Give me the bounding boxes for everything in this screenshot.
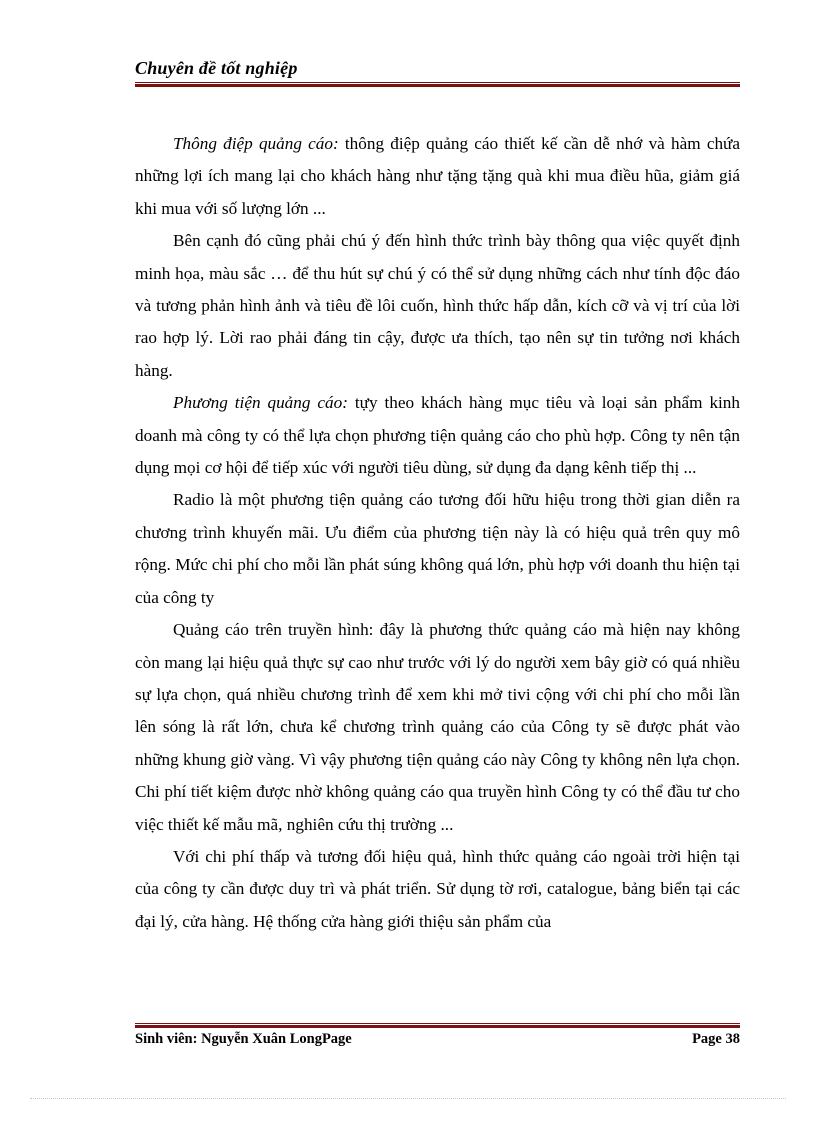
page-header-title: Chuyên đề tốt nghiệp [135, 58, 298, 78]
page-bottom-divider [30, 1098, 786, 1099]
footer-student: Sinh viên: Nguyễn Xuân LongPage [135, 1031, 352, 1047]
paragraph-lead: Thông điệp quảng cáo: [173, 134, 339, 153]
paragraph-text: Quảng cáo trên truyền hình: đây là phương thức quảng cáo mà hiện nay không còn mang lại hiệu quả thực sự cao như trước với lý do người xem bây giờ có quá nhiều sự lựa chọn, quá nhiều chương trình để xem khi mở tivi cộng với chi phí cho mỗi lần lên sóng là rất lớn, chưa kể chương trình quảng cáo của Công ty sẽ được phát vào những khung giờ vàng. Vì vậy phương tiện quảng cáo này Công ty không nên lựa chọn. Chi phí tiết kiệm được nhờ không quảng cáo qua truyền hình Công ty có thể đầu tư cho việc thiết kế mẫu mã, nghiên cứu thị trường ... [135, 620, 740, 834]
paragraph [135, 484, 740, 614]
document-body [135, 128, 740, 938]
paragraph-text: tựy theo khách hàng mục tiêu và loại sản phẩm kinh doanh mà công ty có thể lựa chọn phương tiện quảng cáo cho phù hợp. Công ty nên tận dụng mọi cơ hội để tiếp xúc với người tiêu dùng, sử dụng đa dạng kênh tiếp thị ... [135, 393, 740, 478]
page-footer [135, 1031, 740, 1048]
footer-rule [135, 1023, 740, 1028]
paragraph-text: Radio là một phương tiện quảng cáo tương đối hữu hiệu trong thời gian diễn ra chương trình khuyến mãi. Ưu điểm của phương tiện này là có hiệu quả trên quy mô rộng. Mức chi phí cho mỗi lần phát súng không quá lớn, phù hợp với doanh thu hiện tại của công ty [135, 490, 740, 607]
paragraph [135, 128, 740, 225]
paragraph [135, 387, 740, 484]
header-rule [135, 82, 740, 87]
paragraph-text: thông điệp quảng cáo thiết kế cần dễ nhớ và hàm chứa những lợi ích mang lại cho khách hàng như tặng tặng quà khi mua điều hũa, giảm giá khi mua với số lượng lớn ... [135, 134, 740, 218]
paragraph [135, 614, 740, 841]
paragraph-text: Bên cạnh đó cũng phải chú ý đến hình thức trình bày thông qua việc quyết định minh họa, màu sắc … để thu hút sự chú ý có thể sử dụng những cách như tính độc đáo và tương phản hình ảnh và tiêu đề lôi cuốn, hình thức hấp dẫn, kích cỡ và vị trí của lời rao hợp lý. Lời rao phải đáng tin cậy, được ưa thích, tạo nên sự tin tưởng nơi khách hàng. [135, 231, 740, 380]
paragraph-text: Với chi phí thấp và tương đối hiệu quả, hình thức quảng cáo ngoài trời hiện tại của công ty cần được duy trì và phát triển. Sử dụng tờ rơi, catalogue, bảng biển tại các đại lý, cửa hàng. Hệ thống cửa hàng giới thiệu sản phẩm của [135, 846, 740, 931]
paragraph [135, 225, 740, 387]
paragraph [135, 841, 740, 938]
paragraph-lead: Phương tiện quảng cáo: [173, 393, 348, 413]
footer-page-number: Page 38 [692, 1031, 740, 1047]
